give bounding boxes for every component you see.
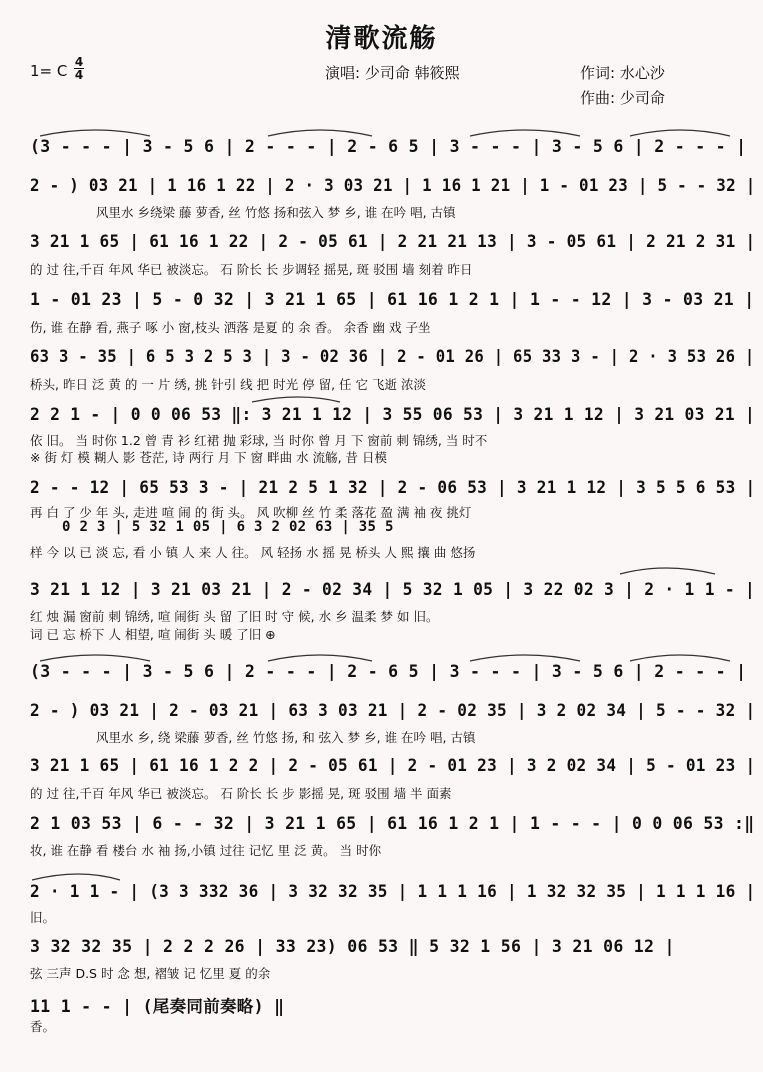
score-line-5-notes: 63 3 - 35 | 6 5 3 2 5 3 | 3 - 02 36 | 2 - 01 26 | 65 33 3 - | 2 · 3 53 26 |: [30, 347, 755, 366]
score-line-6-lyrics-1: 依 旧。 当 时你 1.2 曾 青 衫 红裙 抛 彩球, 当 时你 曾 月 下 窗前 刺 锦绣, 当 时不: [30, 433, 488, 448]
score-line-2-notes: 2 - ) 03 21 | 1 16 1 22 | 2 · 3 03 21 | 1 16 1 21 | 1 - 01 23 | 5 - - 32 |: [30, 176, 756, 195]
key-signature: 1= C: [30, 62, 68, 80]
time-signature-bottom: 4: [74, 68, 84, 82]
score-line-13-notes: 2 1 03 53 | 6 - - 32 | 3 21 1 65 | 61 16 1 2 1 | 1 - - - | 0 0 06 53 :‖: [30, 814, 755, 833]
score-line-9-lyrics-1: 红 烛 漏 窗前 刺 锦绣, 喧 闹街 头 留 了旧 时 守 候, 水 乡 温柔 梦 如 旧。: [30, 609, 439, 624]
score-line-11-notes: 2 - ) 03 21 | 2 - 03 21 | 63 3 03 21 | 2 - 02 35 | 3 2 02 34 | 5 - - 32 |: [30, 701, 756, 720]
score-line-5-lyrics: 桥头, 昨日 泛 黄 的 一 片 绣, 挑 针引 线 把 时光 停 留, 任 它 飞逝 浓淡: [30, 377, 426, 392]
score-line-7-notes: 2 - - 12 | 65 53 3 - | 21 2 5 1 32 | 2 - 06 53 | 3 21 1 12 | 3 5 5 6 53 |: [30, 478, 756, 497]
slur-line-1-b: [268, 130, 372, 136]
score-line-1-notes: (3 - - - | 3 - 5 6 | 2 - - - | 2 - 6 5 | 3 - - - | 3 - 5 6 | 2 - - - |: [30, 137, 747, 156]
lyricist-credit: 作词: 水心沙: [580, 64, 665, 82]
slur-line-9-a: [620, 568, 715, 574]
score-line-8-lyrics: 样 今 以 已 淡 忘, 看 小 镇 人 来 人 往。 风 轻扬 水 摇 晃 桥头 人 熙 攘 曲 悠扬: [30, 545, 476, 560]
score-line-10-notes: (3 - - - | 3 - 5 6 | 2 - - - | 2 - 6 5 | 3 - - - | 3 - 5 6 | 2 - - - |: [30, 662, 747, 681]
score-line-3-lyrics: 的 过 往,千百 年风 华已 被淡忘。 石 阶长 长 步调轻 摇晃, 斑 驳围 墙 刻着 昨日: [30, 262, 473, 277]
score-line-4-lyrics: 伤, 谁 在静 看, 燕子 啄 小 窗,枝头 洒落 是夏 的 余 香。 余香 幽 戏 子坐: [30, 320, 431, 335]
song-title: 清歌流觞: [325, 24, 438, 54]
score-line-7-lyrics: 再 白 了 少 年 头, 走进 喧 闹 的 街 头。 风 吹柳 丝 竹 柔 落花 盈 满 袖 夜 挑灯: [30, 505, 472, 520]
score-line-3-notes: 3 21 1 65 | 61 16 1 22 | 2 - 05 61 | 2 21 21 13 | 3 - 05 61 | 2 21 2 31 |: [30, 232, 756, 251]
score-line-4-notes: 1 - 01 23 | 5 - 0 32 | 3 21 1 65 | 61 16 1 2 1 | 1 - - 12 | 3 - 03 21 |: [30, 290, 755, 309]
slur-line-1-d: [630, 130, 730, 136]
slur-line-14-a: [32, 874, 120, 880]
composer-credit: 作曲: 少司命: [580, 89, 665, 107]
score-line-15-notes: 3 32 32 35 | 2 2 2 26 | 33 23) 06 53 ‖ 5 32 1 56 | 3 21 06 12 |: [30, 937, 675, 956]
score-line-8-notes: 0 2 3 | 5 32 1 05 | 6 3 2 02 63 | 35 5: [62, 519, 394, 535]
score-line-16-notes: 11 1 - - | (尾奏同前奏略) ‖: [30, 997, 285, 1016]
score-line-2-lyrics: 风里水 乡绕梁 藤 萝香, 丝 竹悠 扬和弦入 梦 乡, 谁 在吟 唱, 古镇: [96, 205, 456, 220]
slur-line-10-b: [268, 655, 372, 661]
score-line-9-notes: 3 21 1 12 | 3 21 03 21 | 2 - 02 34 | 5 32 1 05 | 3 22 02 3 | 2 · 1 1 - |: [30, 580, 756, 599]
score-line-6-lyrics-2: ※ 街 灯 模 糊人 影 苍茫, 诗 两行 月 下 窗 畔曲 水 流觞, 昔 日模: [30, 450, 387, 465]
slur-line-10-c: [470, 655, 580, 661]
slur-line-1-a: [40, 130, 150, 136]
score-line-9-lyrics-2: 词 已 忘 桥下 人 相望, 喧 闹街 头 暖 了旧 ⊕: [30, 627, 276, 642]
score-line-13-lyrics: 妆, 谁 在静 看 楼台 水 袖 扬,小镇 过往 记忆 里 泛 黄。 当 时你: [30, 843, 382, 858]
score-line-6-notes: 2 2 1 - | 0 0 06 53 ‖: 3 21 1 12 | 3 55 06 53 | 3 21 1 12 | 3 21 03 21 |: [30, 405, 756, 424]
score-line-15-lyrics: 弦 三声 D.S 时 念 想, 褶皱 记 忆里 夏 的余: [30, 966, 271, 981]
score-line-16-lyrics: 香。: [30, 1019, 56, 1034]
score-line-12-lyrics: 的 过 往,千百 年风 华已 被淡忘。 石 阶长 长 步 影摇 晃, 斑 驳围 墙 半 面素: [30, 786, 452, 801]
slur-line-10-d: [630, 655, 730, 661]
score-line-12-notes: 3 21 1 65 | 61 16 1 2 2 | 2 - 05 61 | 2 - 01 23 | 3 2 02 34 | 5 - 01 23 |: [30, 756, 756, 775]
slur-line-6-a: [252, 397, 340, 402]
singer-credit: 演唱: 少司命 韩筱熙: [325, 64, 460, 82]
score-line-14-notes: 2 · 1 1 - | (3 3 332 36 | 3 32 32 35 | 1 1 1 16 | 1 32 32 35 | 1 1 1 16 |: [30, 882, 756, 901]
slur-line-1-c: [470, 130, 580, 136]
score-line-11-lyrics: 风里水 乡, 绕 梁藤 萝香, 丝 竹悠 扬, 和 弦入 梦 乡, 谁 在吟 唱, 古镇: [96, 730, 476, 745]
slur-line-10-a: [40, 655, 150, 661]
score-line-14-lyrics: 旧。: [30, 910, 56, 925]
time-signature-top: 4: [74, 55, 84, 69]
